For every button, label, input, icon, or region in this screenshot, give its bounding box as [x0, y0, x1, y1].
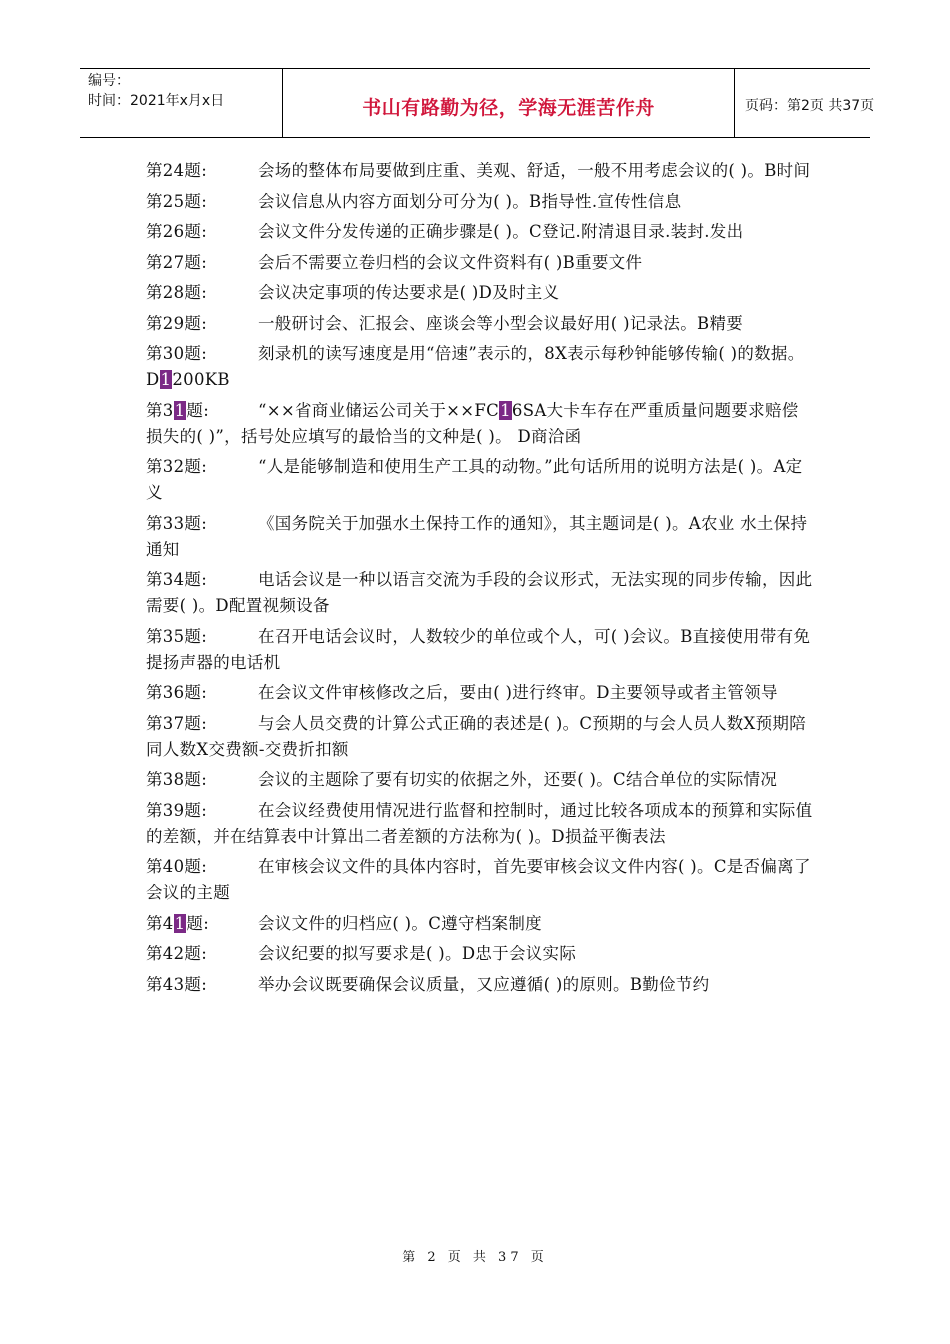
question-item: [146, 158, 814, 184]
question-text: 会议的主题除了要有切实的依据之外，还要( )。C结合单位的实际情况: [258, 770, 778, 789]
question-number: 第39题:: [146, 800, 208, 820]
question-text-part: 6SA大卡车存在严重质量问题要求赔偿损失的( )”，括号处应填写的最恰当的文种是( )。 D商洽函: [146, 400, 799, 446]
question-text: 在会议文件审核修改之后，要由( )进行终审。D主要领导或者主管领导: [258, 683, 778, 702]
question-number: 第35题:: [146, 626, 208, 646]
question-text: 会后不需要立卷归档的会议文件资料有( )B重要文件: [258, 252, 643, 272]
question-number: 第29题:: [146, 313, 208, 333]
question-number: 第30题:: [146, 344, 208, 363]
question-item: [146, 711, 814, 763]
question-text-part: 200KB: [172, 370, 230, 389]
question-number: 第34题:: [146, 570, 208, 589]
question-text: 会议信息从内容方面划分可分为( )。B指导性.宣传性信息: [258, 191, 682, 211]
question-number: [146, 911, 258, 937]
highlight-mark: 1: [500, 400, 511, 420]
question-text: 会议纪要的拟写要求是( )。D忠于会议实际: [258, 944, 577, 963]
question-text: 《国务院关于加强水土保持工作的通知》，其主题词是( )。A农业 水土保持通知: [146, 513, 808, 559]
question-number: 第32题:: [146, 457, 208, 476]
question-item: [146, 911, 814, 937]
highlight-mark: 1: [174, 913, 186, 933]
header-meta: [80, 69, 282, 137]
question-item: [146, 972, 814, 998]
question-number: 第24题:: [146, 161, 208, 180]
question-number: 第33题:: [146, 513, 208, 533]
question-item: [146, 280, 814, 306]
question-number: 第27题:: [146, 252, 208, 272]
question-number: 第28题:: [146, 283, 208, 302]
question-number-part: 第3: [146, 400, 174, 420]
question-item: [146, 680, 814, 706]
question-number: [146, 398, 258, 424]
header-motto-cell: [282, 69, 735, 137]
question-item: [146, 567, 814, 619]
question-number: 第38题:: [146, 770, 208, 789]
question-number: 第43题:: [146, 974, 208, 994]
question-item: [146, 311, 814, 337]
time-label: 时间：2021年x月x日: [88, 93, 225, 109]
question-item: [146, 767, 814, 793]
question-item: [146, 398, 814, 450]
question-item: [146, 511, 814, 563]
page-info: 页码：第2页 共37页: [745, 98, 875, 114]
question-text: 在召开电话会议时，人数较少的单位或个人，可( )会议。B直接使用带有免提扬声器的电话机: [146, 626, 811, 672]
page-footer: 第 2 页 共 37 页: [402, 1250, 548, 1265]
question-text-part: “××省商业储运公司关于××FC: [258, 400, 500, 420]
question-text: 会场的整体布局要做到庄重、美观、舒适，一般不用考虑会议的( )。B时间: [258, 161, 811, 180]
question-number-part: 题:: [186, 913, 210, 933]
question-item: [146, 624, 814, 676]
question-text-part: 刻录机的读写速度是用“倍速”表示的，8X表示每秒钟能够传输( )的数据。D: [146, 344, 805, 389]
question-item: [146, 219, 814, 245]
question-text: 在审核会议文件的具体内容时，首先要审核会议文件内容( )。C是否偏离了会议的主题: [146, 857, 811, 902]
highlight-mark: 1: [174, 400, 186, 420]
question-text: 电话会议是一种以语言交流为手段的会议形式，无法实现的同步传输，因此需要( )。D配置视频设备: [146, 570, 813, 615]
question-text: 会议决定事项的传达要求是( )D及时主义: [258, 283, 560, 302]
question-text: “人是能够制造和使用生产工具的动物。”此句话所用的说明方法是( )。A定义: [146, 457, 803, 502]
question-item: [146, 854, 814, 906]
question-item: [146, 189, 814, 215]
question-number: 第36题:: [146, 683, 208, 702]
question-text: 与会人员交费的计算公式正确的表述是( )。C预期的与会人员人数X预期陪同人数X交费额-交费折扣额: [146, 713, 806, 759]
question-number: 第40题:: [146, 857, 208, 876]
code-label: 编号：: [88, 73, 130, 89]
question-text: 一般研讨会、汇报会、座谈会等小型会议最好用( )记录法。B精要: [258, 313, 744, 333]
question-text: 举办会议既要确保会议质量，又应遵循( )的原则。B勤俭节约: [258, 974, 710, 994]
question-number-part: 第4: [146, 913, 174, 933]
header-page-cell: [735, 69, 875, 137]
question-number: 第25题:: [146, 191, 208, 211]
question-number: 第37题:: [146, 713, 208, 733]
highlight-mark: 1: [160, 370, 172, 389]
question-number: 第42题:: [146, 944, 208, 963]
question-text: 在会议经费使用情况进行监督和控制时，通过比较各项成本的预算和实际值的差额，并在结算表中计算出二者差额的方法称为( )。D损益平衡表法: [146, 800, 813, 846]
question-number: 第26题:: [146, 222, 208, 241]
question-item: [146, 250, 814, 276]
question-item: [146, 454, 814, 506]
question-list: [146, 158, 814, 1002]
question-number-part: 题:: [186, 400, 210, 420]
motto: 书山有路勤为径，学海无涯苦作舟: [362, 97, 655, 119]
question-text: 会议文件分发传递的正确步骤是( )。C登记.附清退目录.装封.发出: [258, 222, 744, 241]
page-header: [80, 68, 875, 138]
question-item: [146, 341, 814, 393]
question-item: [146, 941, 814, 967]
question-item: [146, 798, 814, 850]
question-text: 会议文件的归档应( )。C遵守档案制度: [258, 913, 542, 933]
